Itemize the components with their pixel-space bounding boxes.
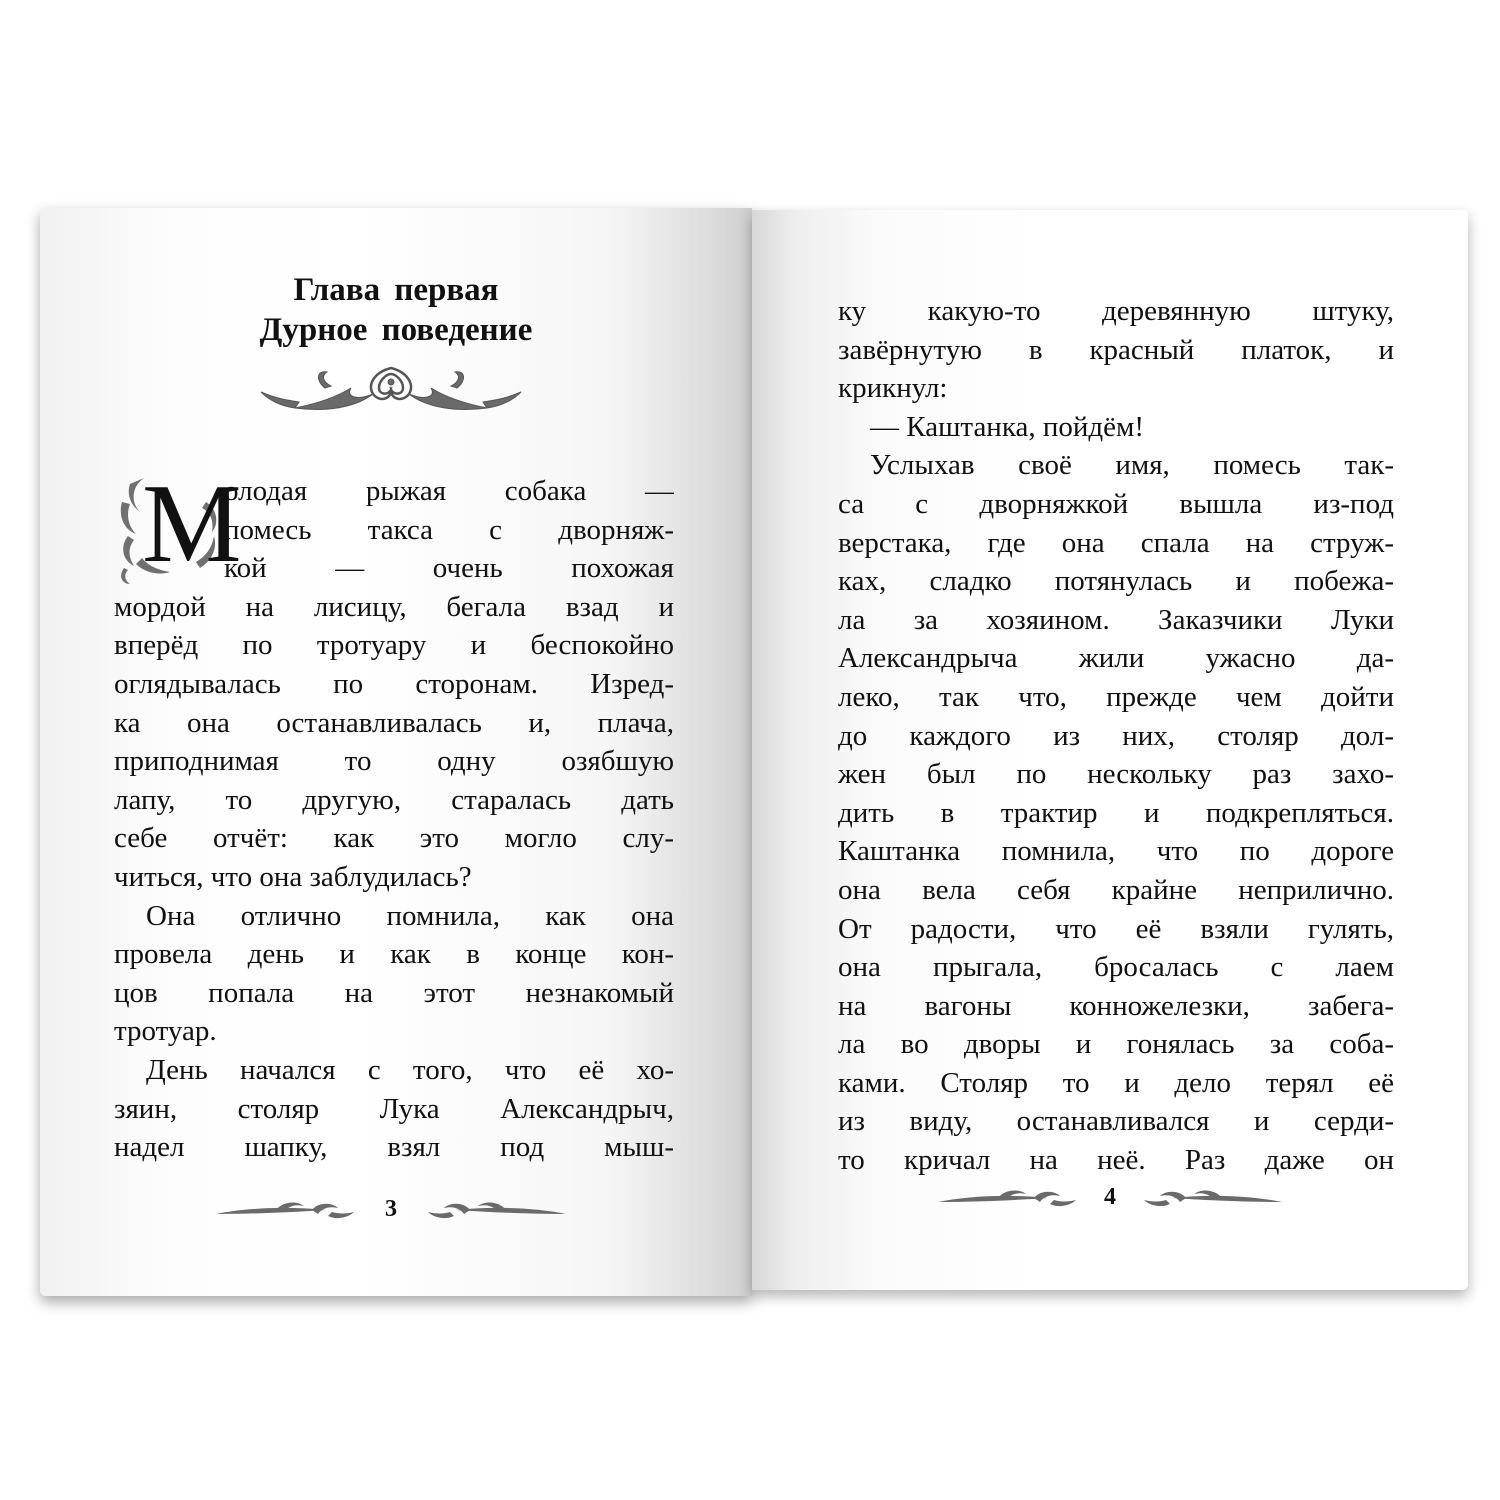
- text-line: ках, сладко потянулась и побежа-: [838, 565, 1394, 598]
- text-line: Услыхав своё имя, помесь так-: [870, 449, 1394, 482]
- text-line: ку какую-то деревянную штуку,: [838, 295, 1394, 327]
- text-line: провела день и как в конце кон-: [114, 938, 674, 971]
- text-line: завёрнутую в красный платок, и: [838, 333, 1394, 366]
- text-line: из виду, останавливался и серди-: [838, 1105, 1394, 1138]
- text-line: до каждого из них, столяр дол-: [838, 719, 1394, 752]
- text-line: леко, так что, прежде чем дойти: [838, 680, 1394, 713]
- text-line: От радости, что её взяли гулять,: [838, 912, 1394, 945]
- text-line: то кричал на неё. Раз даже он: [838, 1144, 1394, 1177]
- text-line: ками. Столяр то и дело терял её: [838, 1066, 1394, 1099]
- text-line: ла во дворы и гонялась за соба-: [838, 1028, 1394, 1061]
- text-line: верстака, где она спала на струж-: [838, 526, 1394, 559]
- text-line: крикнул:: [838, 372, 948, 405]
- footer-flourish-icon: [216, 1198, 356, 1222]
- text-line: Она отлично помнила, как она: [146, 899, 674, 932]
- text-line: приподнимая то одну озябшую: [114, 745, 674, 778]
- text-line: ла за хозяином. Заказчики Луки: [838, 603, 1394, 636]
- text-line: са с дворняжкой вышла из-под: [838, 487, 1394, 520]
- text-line: мордой на лисицу, бегала взад и: [114, 590, 674, 623]
- text-line: цов попала на этот незнакомый: [114, 976, 674, 1009]
- footer-flourish-icon: [938, 1186, 1078, 1210]
- text-line: кой — очень похожая: [224, 552, 674, 585]
- left-page-footer: [216, 1194, 566, 1224]
- text-line: себе отчёт: как это могло слу-: [114, 822, 674, 855]
- text-line: читься, что она заблудилась?: [114, 860, 472, 893]
- left-page-text: [114, 462, 674, 1167]
- text-line: ка она останавливалась и, плача,: [114, 706, 674, 739]
- text-line: она прыгала, бросалась с лаем: [838, 951, 1394, 984]
- text-line: олодая рыжая собака —: [224, 475, 674, 507]
- page-number: 4: [1104, 1184, 1116, 1210]
- text-line: лапу, то другую, старалась дать: [114, 783, 674, 816]
- chapter-title: Дурное поведение: [259, 312, 533, 348]
- text-line: Каштанка помнила, что по дороге: [838, 835, 1394, 868]
- text-line: зяин, столяр Лука Александрыч,: [114, 1092, 674, 1125]
- text-line: оглядывалась по сторонам. Изред-: [114, 667, 674, 700]
- right-page: [752, 210, 1468, 1290]
- text-line: — Каштанка, пойдём!: [870, 410, 1145, 443]
- right-page-text: [838, 292, 1394, 1180]
- text-line: День начался с того, что её хо-: [146, 1053, 674, 1086]
- right-page-footer: [938, 1182, 1282, 1212]
- text-line: вперёд по тротуару и беспокойно: [114, 629, 674, 662]
- chapter-ornament-icon: [255, 358, 527, 418]
- text-line: помесь такса с дворняж-: [224, 513, 674, 546]
- drop-cap: [114, 462, 242, 588]
- footer-flourish-icon: [426, 1198, 566, 1222]
- text-line: она вела себя крайне неприлично.: [838, 873, 1394, 906]
- text-line: надел шапку, взял под мыш-: [114, 1131, 674, 1164]
- text-line: на вагоны конножелезки, забега-: [838, 989, 1394, 1022]
- text-line: Александрыча жили ужасно да-: [838, 642, 1394, 675]
- chapter-number: Глава первая: [293, 272, 499, 308]
- text-line: жен был по нескольку раз захо-: [838, 758, 1394, 791]
- drop-cap-letter: М: [142, 462, 242, 586]
- text-line: дить в трактир и подкрепляться.: [838, 796, 1394, 829]
- text-line: тротуар.: [114, 1015, 217, 1048]
- left-page: [40, 208, 752, 1296]
- page-number: 3: [385, 1196, 397, 1222]
- footer-flourish-icon: [1142, 1186, 1282, 1210]
